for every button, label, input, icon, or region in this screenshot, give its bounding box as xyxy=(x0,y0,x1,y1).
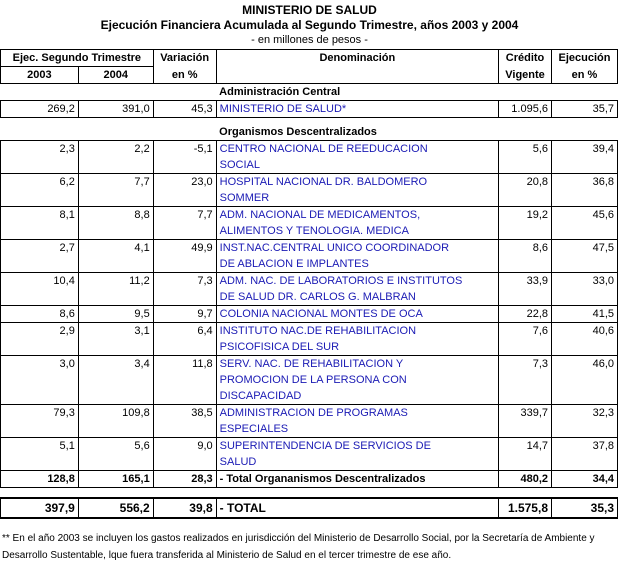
denominacion-line: SERV. NAC. DE REHABILITACION Y xyxy=(219,358,404,370)
denominacion-line: SALUD xyxy=(219,456,257,468)
cell-denominacion xyxy=(216,174,498,207)
table-row xyxy=(1,101,618,118)
denominacion-line: ADMINISTRACION DE PROGRAMAS xyxy=(219,407,408,419)
cell-2003: 8,6 xyxy=(1,306,79,323)
table-row xyxy=(1,323,618,356)
denominacion-line: PSICOFISICA DEL SUR xyxy=(219,341,340,353)
cell-credito: 19,2 xyxy=(499,207,552,240)
cell-variacion: 45,3 xyxy=(153,101,216,118)
cell-denominacion xyxy=(216,356,498,405)
table-row xyxy=(1,356,618,405)
table-row xyxy=(1,174,618,207)
denominacion-line: CENTRO NACIONAL DE REEDUCACION xyxy=(219,143,428,155)
denominacion-line: DE SALUD DR. CARLOS G. MALBRAN xyxy=(219,291,416,303)
header-row-1 xyxy=(1,50,618,67)
report-title: Ejecución Financiera Acumulada al Segundo Trimestre, años 2003 y 2004 xyxy=(100,18,519,32)
section-central-label: Administración Central xyxy=(219,86,341,98)
cell-ejecucion: 46,0 xyxy=(552,356,618,405)
section-row-central xyxy=(1,84,618,101)
denominacion-line: INSTITUTO NAC.DE REHABILITACION xyxy=(219,325,417,337)
ministry-title: MINISTERIO DE SALUD xyxy=(242,3,377,17)
denominacion-line: SOMMER xyxy=(219,192,270,204)
subtotal-ejecucion: 34,4 xyxy=(552,471,618,488)
total-credito: 1.575,8 xyxy=(499,498,552,518)
denominacion-line: INST.NAC.CENTRAL UNICO COORDINADOR xyxy=(219,242,450,254)
subtotal-label: - Total Organanismos Descentralizados xyxy=(216,471,498,488)
denominacion-line: PROMOCION DE LA PERSONA CON xyxy=(219,374,407,386)
cell-2003: 5,1 xyxy=(1,438,79,471)
denominacion-line: COLONIA NACIONAL MONTES DE OCA xyxy=(219,308,423,320)
cell-ejecucion: 32,3 xyxy=(552,405,618,438)
cell-2003: 269,2 xyxy=(1,101,79,118)
table-row xyxy=(1,273,618,306)
units-note: - en millones de pesos - xyxy=(251,34,368,46)
col-header-denominacion: Denominación xyxy=(216,50,498,84)
cell-credito: 1.095,6 xyxy=(499,101,552,118)
subtotal-2004: 165,1 xyxy=(78,471,153,488)
subtotal-variacion: 28,3 xyxy=(153,471,216,488)
cell-ejecucion: 47,5 xyxy=(552,240,618,273)
cell-credito: 22,8 xyxy=(499,306,552,323)
cell-denominacion xyxy=(216,240,498,273)
cell-denominacion xyxy=(216,438,498,471)
table-row xyxy=(1,141,618,174)
denominacion-line: ESPECIALES xyxy=(219,423,289,435)
cell-denominacion xyxy=(216,306,498,323)
col-header-variacion-unit: en % xyxy=(153,67,216,84)
col-header-ejecucion-unit: en % xyxy=(552,67,618,84)
denominacion-line: ADM. NACIONAL DE MEDICAMENTOS, xyxy=(219,209,421,221)
cell-variacion: 7,3 xyxy=(153,273,216,306)
cell-ejecucion: 39,4 xyxy=(552,141,618,174)
cell-variacion: 6,4 xyxy=(153,323,216,356)
cell-ejecucion: 45,6 xyxy=(552,207,618,240)
denominacion-line: SUPERINTENDENCIA DE SERVICIOS DE xyxy=(219,440,431,452)
cell-2004: 9,5 xyxy=(78,306,153,323)
cell-2003: 6,2 xyxy=(1,174,79,207)
denominacion-line: DE ABLACION E IMPLANTES xyxy=(219,258,369,270)
cell-denominacion xyxy=(216,141,498,174)
total-2003: 397,9 xyxy=(1,498,79,518)
execution-table xyxy=(0,49,618,519)
cell-2004: 3,4 xyxy=(78,356,153,405)
cell-denominacion xyxy=(216,207,498,240)
cell-variacion: 9,7 xyxy=(153,306,216,323)
cell-variacion: 38,5 xyxy=(153,405,216,438)
cell-2003: 2,3 xyxy=(1,141,79,174)
cell-variacion: 7,7 xyxy=(153,207,216,240)
total-row xyxy=(1,498,618,518)
table-row xyxy=(1,207,618,240)
col-header-credito: Crédito xyxy=(499,50,552,67)
cell-ejecucion: 33,0 xyxy=(552,273,618,306)
cell-denominacion xyxy=(216,323,498,356)
cell-credito: 33,9 xyxy=(499,273,552,306)
table-row xyxy=(1,405,618,438)
denominacion-line: SOCIAL xyxy=(219,159,261,171)
cell-2004: 109,8 xyxy=(78,405,153,438)
cell-2004: 7,7 xyxy=(78,174,153,207)
col-header-2004: 2004 xyxy=(78,67,153,84)
total-label: - TOTAL xyxy=(216,498,498,518)
col-header-credito-2: Vigente xyxy=(499,67,552,84)
footnote: ** En el año 2003 se incluyen los gastos realizados en jurisdicción del Ministerio de Desarrollo Social, por la Secretaría de Ambiente y Desarrollo Sustentable, lque fuera transferida al Ministerio de Salud en el tercer trimestre de ese año. xyxy=(2,533,595,561)
total-ejecucion: 35,3 xyxy=(552,498,618,518)
subtotal-2003: 128,8 xyxy=(1,471,79,488)
cell-2004: 3,1 xyxy=(78,323,153,356)
section-desc-label: Organismos Descentralizados xyxy=(219,126,377,138)
cell-credito: 5,6 xyxy=(499,141,552,174)
cell-ejecucion: 40,6 xyxy=(552,323,618,356)
cell-credito: 7,3 xyxy=(499,356,552,405)
denominacion-line: HOSPITAL NACIONAL DR. BALDOMERO xyxy=(219,176,428,188)
cell-2004: 2,2 xyxy=(78,141,153,174)
cell-ejecucion: 36,8 xyxy=(552,174,618,207)
denominacion-line: ALIMENTOS Y TENOLOGIA. MEDICA xyxy=(219,225,409,237)
table-row xyxy=(1,438,618,471)
cell-2003: 2,9 xyxy=(1,323,79,356)
cell-2003: 3,0 xyxy=(1,356,79,405)
col-header-ejec: Ejec. Segundo Trimestre xyxy=(1,50,154,67)
cell-variacion: 49,9 xyxy=(153,240,216,273)
cell-denominacion xyxy=(216,405,498,438)
table-row xyxy=(1,306,618,323)
subtotal-row xyxy=(1,471,618,488)
cell-variacion: 23,0 xyxy=(153,174,216,207)
cell-2004: 11,2 xyxy=(78,273,153,306)
cell-variacion: 11,8 xyxy=(153,356,216,405)
cell-2004: 8,8 xyxy=(78,207,153,240)
cell-credito: 7,6 xyxy=(499,323,552,356)
cell-2003: 2,7 xyxy=(1,240,79,273)
cell-variacion: -5,1 xyxy=(153,141,216,174)
cell-ejecucion: 37,8 xyxy=(552,438,618,471)
cell-2003: 10,4 xyxy=(1,273,79,306)
cell-2004: 391,0 xyxy=(78,101,153,118)
total-2004: 556,2 xyxy=(78,498,153,518)
cell-2003: 8,1 xyxy=(1,207,79,240)
cell-2004: 5,6 xyxy=(78,438,153,471)
col-header-ejecucion: Ejecución xyxy=(552,50,618,67)
col-header-2003: 2003 xyxy=(1,67,79,84)
cell-variacion: 9,0 xyxy=(153,438,216,471)
cell-credito: 8,6 xyxy=(499,240,552,273)
cell-2004: 4,1 xyxy=(78,240,153,273)
cell-2003: 79,3 xyxy=(1,405,79,438)
cell-credito: 339,7 xyxy=(499,405,552,438)
cell-denominacion xyxy=(216,273,498,306)
cell-credito: 20,8 xyxy=(499,174,552,207)
col-header-variacion: Variación xyxy=(153,50,216,67)
cell-denominacion: MINISTERIO DE SALUD* xyxy=(216,101,498,118)
denominacion-line: ADM. NAC. DE LABORATORIOS E INSTITUTOS xyxy=(219,275,463,287)
section-row-desc xyxy=(1,124,618,141)
table-row xyxy=(1,240,618,273)
denominacion-line: DISCAPACIDAD xyxy=(219,390,302,402)
cell-credito: 14,7 xyxy=(499,438,552,471)
cell-ejecucion: 41,5 xyxy=(552,306,618,323)
subtotal-credito: 480,2 xyxy=(499,471,552,488)
spacer-row xyxy=(1,488,618,499)
decentralized-rows xyxy=(1,141,618,471)
total-variacion: 39,8 xyxy=(153,498,216,518)
cell-ejecucion: 35,7 xyxy=(552,101,618,118)
